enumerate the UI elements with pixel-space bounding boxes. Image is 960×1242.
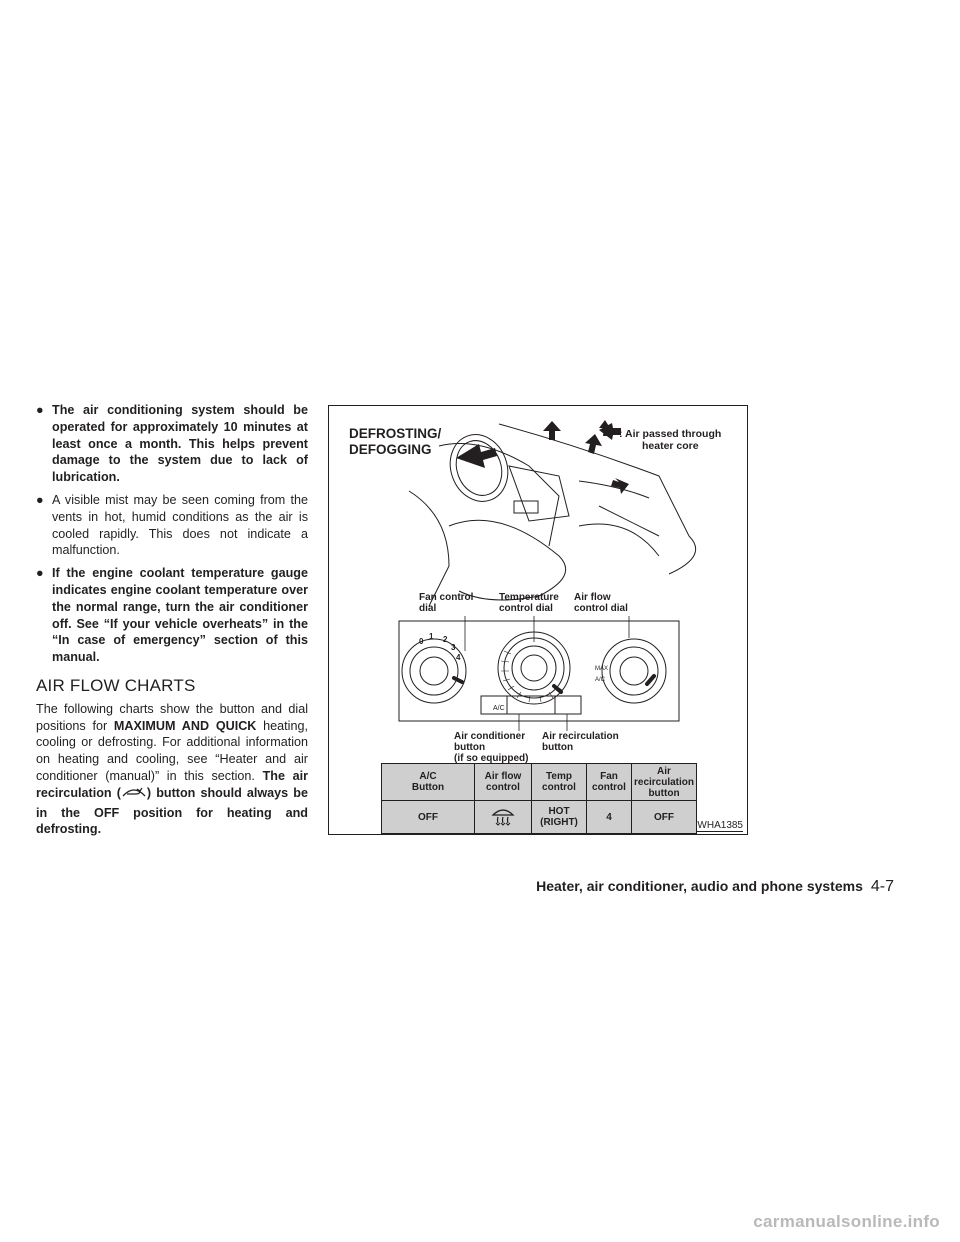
fan-speed-label: 0 xyxy=(419,637,424,646)
footer-title: Heater, air conditioner, audio and phone systems xyxy=(536,878,863,894)
bullet-text: A visible mist may be seen coming from the vents in hot, humid conditions as the air is cooled rapidly. This does not indicate a malfunction. xyxy=(52,492,308,558)
defrost-icon xyxy=(490,818,516,829)
page-number: 4-7 xyxy=(870,878,894,895)
table-cell: 4 xyxy=(587,801,632,834)
table-cell xyxy=(475,801,532,834)
figure-legend xyxy=(619,428,721,452)
air-conditioner-button-label: Air conditioner button (if so equipped) xyxy=(454,731,529,764)
text-column xyxy=(36,402,308,838)
fan-speed-label: 2 xyxy=(443,635,448,644)
figure-id: WHA1385 xyxy=(697,820,743,831)
figure-title-line: DEFOGGING xyxy=(349,442,432,457)
bullet-dot: ● xyxy=(36,566,44,581)
max-ac-label: MAX A/C xyxy=(595,666,609,683)
paragraph-bold-text: ) button should always be in the OFF position for heating and defrosting. xyxy=(36,785,308,837)
table-header-cell: A/C Button xyxy=(382,764,475,801)
bullet-text: The air conditioning system should be operated for approximately 10 minutes at least once a month. This helps prevent damage to the system due to lack of lubrication. xyxy=(52,403,308,485)
paragraph-text: The following charts show the button and dial positions for xyxy=(36,701,308,733)
paragraph-bold-text: The air recirculation ( xyxy=(36,768,309,800)
figure-title-line: DEFROSTING/ xyxy=(349,426,442,441)
table-header-cell: Fan control xyxy=(587,764,632,801)
air-recirculation-button-label: Air recirculation button xyxy=(542,731,619,753)
bullet-ac-operation xyxy=(36,402,308,486)
bullet-dot: ● xyxy=(36,492,44,507)
paragraph-bold-text: MAXIMUM AND QUICK xyxy=(113,718,257,733)
section-heading: AIR FLOW CHARTS xyxy=(36,675,196,695)
fan-speed-label: 3 xyxy=(451,643,456,652)
table-header-row xyxy=(382,764,697,801)
table-cell: OFF xyxy=(382,801,475,834)
table-cell: HOT (RIGHT) xyxy=(532,801,587,834)
watermark: carmanualsonline.info xyxy=(753,1212,940,1231)
air-flow-control-dial-label: Air flow control dial xyxy=(574,592,628,614)
fan-speed-label: 4 xyxy=(456,653,461,662)
table-header-cell: Air flow control xyxy=(475,764,532,801)
paragraph-text: heating, cooling or defrosting. For additional information on heating and cooling, see “Heater and air conditioner (manual)” in this section. xyxy=(36,718,308,783)
bullet-visible-mist xyxy=(36,492,308,559)
table-header-cell: Air recirculation button xyxy=(632,764,697,801)
air-flow-chart-table xyxy=(381,763,697,834)
figure-title xyxy=(349,426,441,458)
fan-speed-label: 1 xyxy=(429,632,434,641)
section-paragraph xyxy=(36,701,308,838)
recirculation-icon xyxy=(121,786,147,805)
legend-line: heater core xyxy=(642,440,699,452)
table-header-cell: Temp control xyxy=(532,764,587,801)
fan-control-dial-label: Fan control dial xyxy=(419,592,474,614)
bullet-coolant-temperature xyxy=(36,565,308,666)
temperature-control-dial-label: Temperature control dial xyxy=(499,592,559,614)
bullet-dot: ● xyxy=(36,403,44,417)
legend-line: : Air passed through xyxy=(619,428,722,440)
ac-button-label: A/C xyxy=(493,705,505,712)
table-cell: OFF xyxy=(632,801,697,834)
bullet-text: If the engine coolant temperature gauge indicates engine coolant temperature over the normal range, turn the air conditioner off. See “If your vehicle overheats” in the “In case of emergency” section of this manual. xyxy=(52,566,308,665)
table-row xyxy=(382,801,697,834)
page-footer xyxy=(536,878,894,896)
defrost-figure xyxy=(328,405,748,835)
